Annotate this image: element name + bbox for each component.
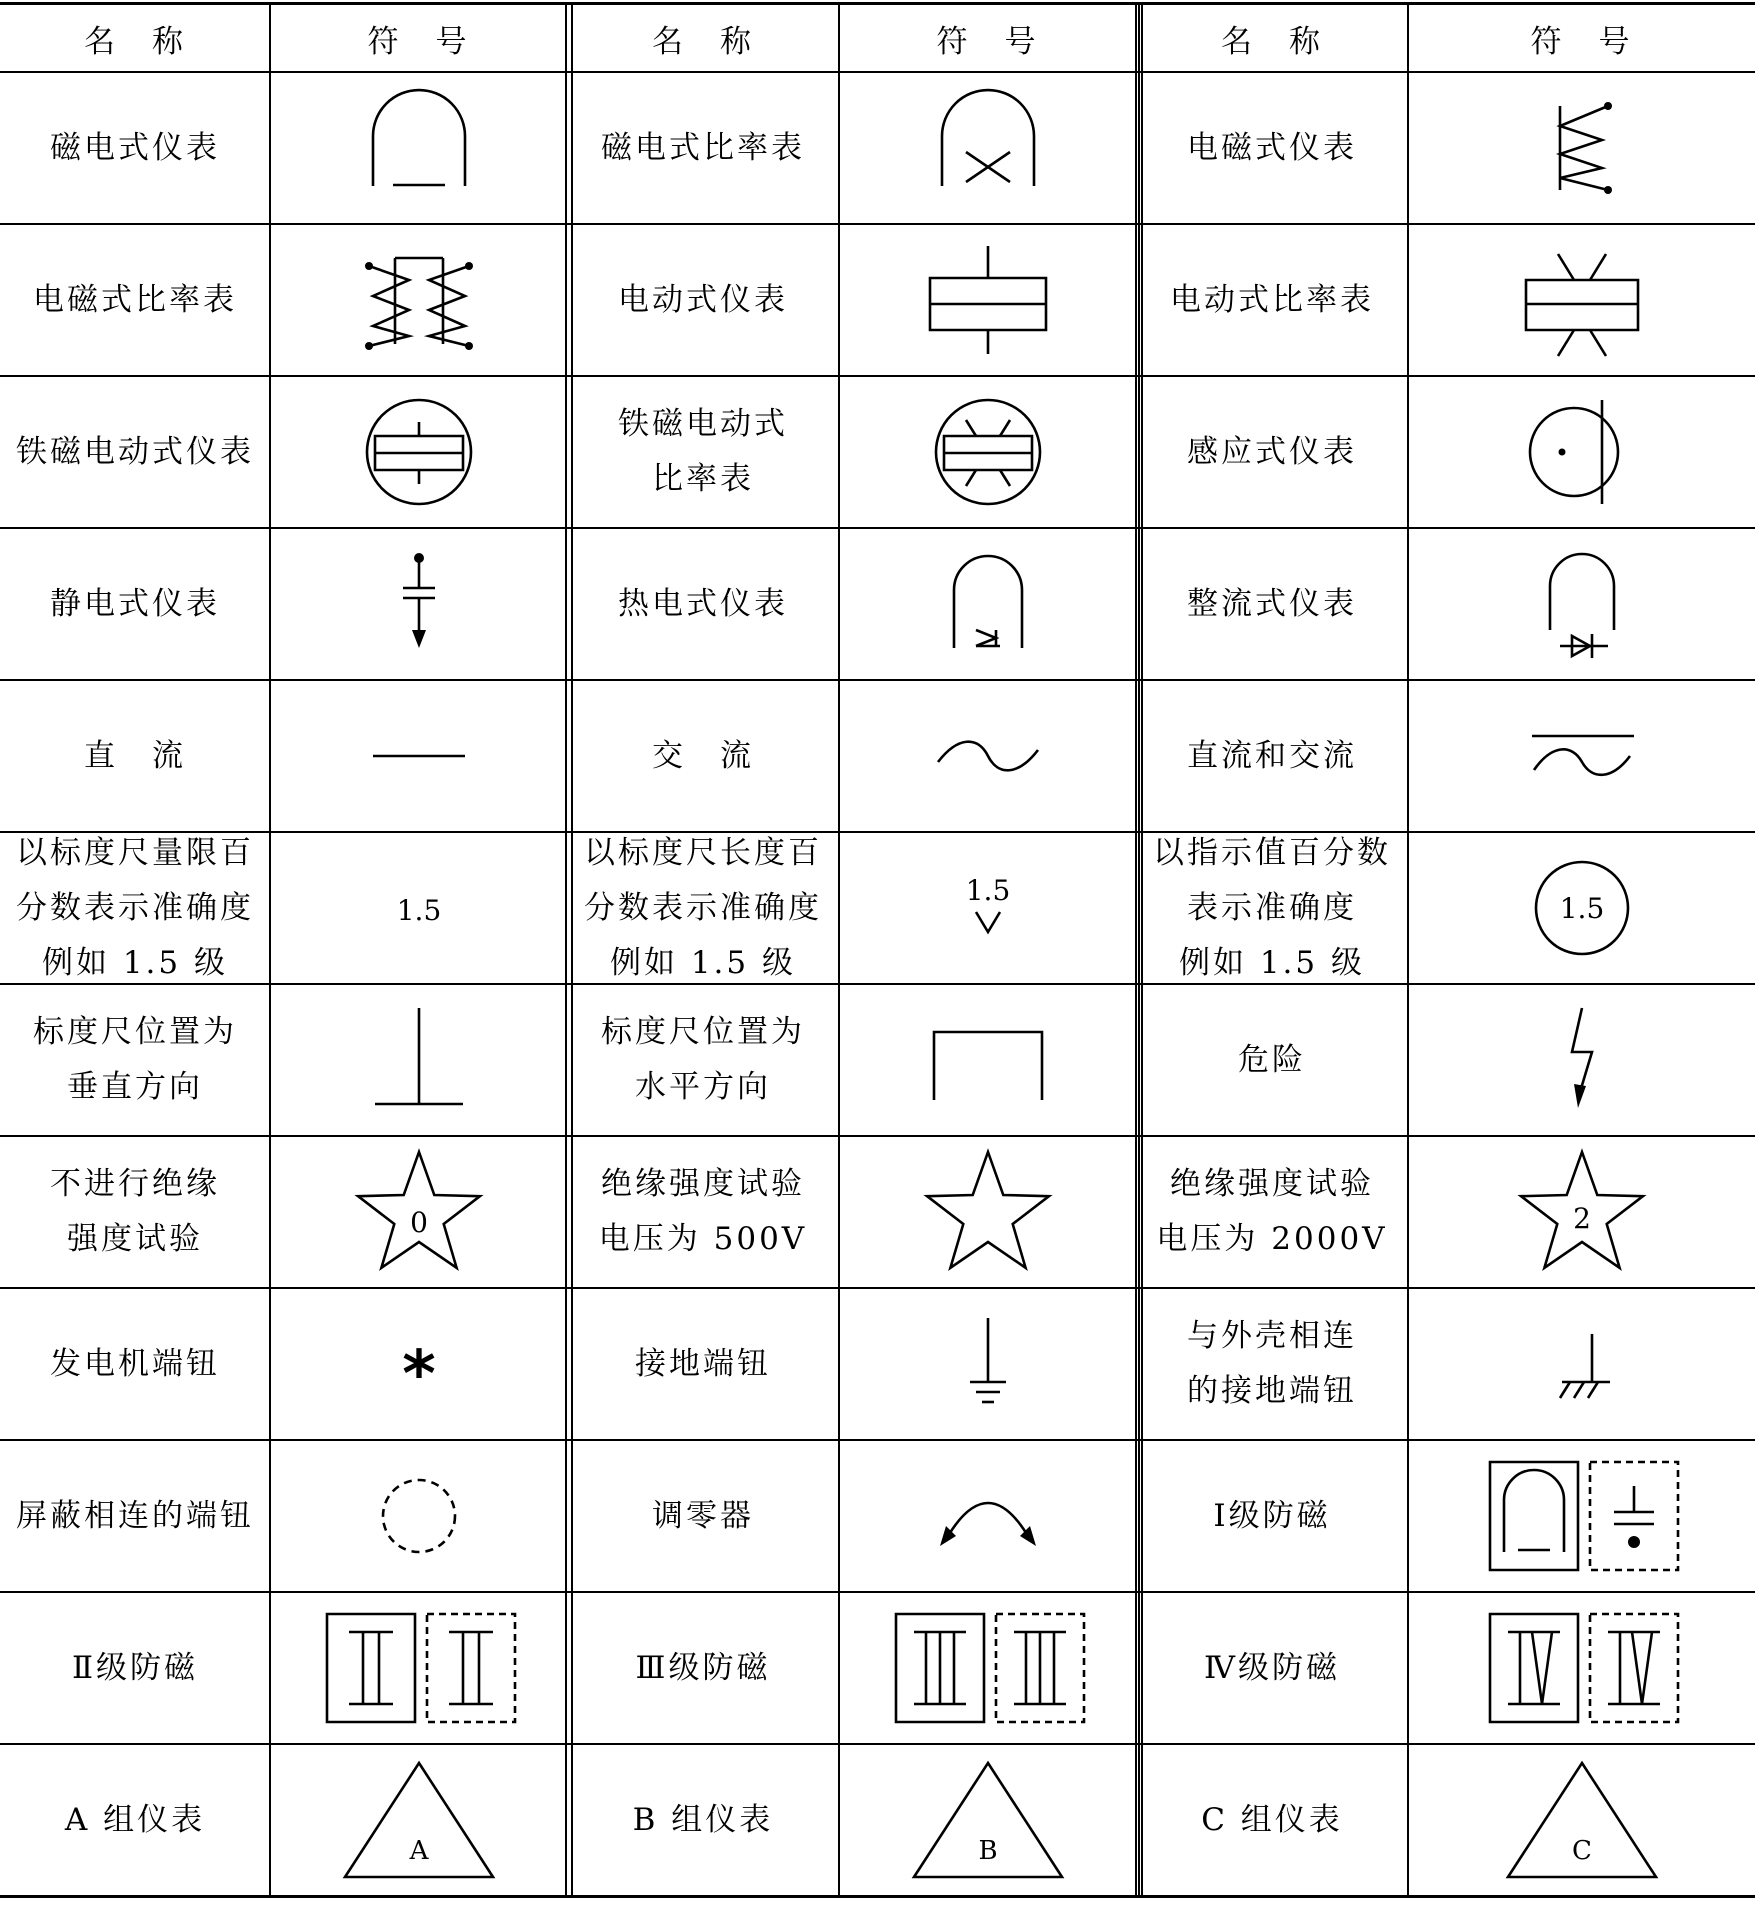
alternating-current-icon (842, 682, 1133, 830)
rectifier-meter-icon (1411, 530, 1752, 678)
symbol-name (3, 1290, 267, 1438)
header-name-2: 名 称 (652, 23, 754, 60)
symbol-name (570, 1594, 836, 1742)
symbol-name (1139, 682, 1405, 830)
shield-terminal-icon (273, 1442, 564, 1590)
symbol-name-text: 以标度尺量限百 分数表示准确度 例如 1.5 级 (16, 834, 254, 981)
class-one-magnetic-shield-icon (1411, 1442, 1752, 1590)
symbol-name (570, 834, 836, 982)
symbol-label: * (401, 1338, 436, 1412)
symbol-name (1139, 986, 1405, 1134)
symbol-name-text: 电动式比率表 (1170, 281, 1374, 318)
thermoelectric-meter-icon-drawing (928, 544, 1048, 664)
induction-meter-icon (1411, 378, 1752, 526)
star-two-icon (1411, 1138, 1752, 1286)
alternating-current-icon-drawing (928, 736, 1048, 776)
zero-adjuster-icon-drawing (918, 1456, 1058, 1576)
row-divider (0, 71, 1755, 73)
symbol-name-text: 绝缘强度试验 电压为 500V (598, 1166, 808, 1257)
symbol-name (3, 530, 267, 678)
electrostatic-meter-icon (273, 530, 564, 678)
dc-and-ac-icon (1411, 682, 1752, 830)
row-divider (0, 983, 1755, 985)
symbol-name (570, 1138, 836, 1286)
accuracy-indicated-value-icon-drawing (1522, 848, 1642, 968)
horizontal-scale-icon-drawing (918, 1000, 1058, 1120)
thermoelectric-meter-icon (842, 530, 1133, 678)
ferrodynamic-ratiometer-icon (842, 378, 1133, 526)
symbol-name-text: 调零器 (652, 1497, 754, 1534)
header-symbol-3: 符 号 (1530, 23, 1633, 60)
symbol-name-text: 热电式仪表 (618, 585, 788, 622)
symbol-name (3, 682, 267, 830)
row-divider (0, 1591, 1755, 1593)
column-divider (1407, 4, 1409, 1896)
ground-terminal-icon-drawing (928, 1304, 1048, 1424)
symbol-label: 0 (409, 1206, 428, 1239)
symbol-name-text: 电磁式比率表 (33, 281, 237, 318)
direct-current-icon-drawing (359, 736, 479, 776)
symbol-name-text: 直流和交流 (1187, 737, 1357, 774)
symbol-name (1139, 226, 1405, 374)
electrodynamic-meter-icon-drawing (918, 240, 1058, 360)
ferrodynamic-meter-icon (273, 378, 564, 526)
electrodynamic-ratiometer-icon (1411, 226, 1752, 374)
class-four-magnetic-shield-icon-drawing (1482, 1608, 1682, 1728)
symbol-name-text: 电动式仪表 (618, 281, 788, 318)
symbol-name (1139, 530, 1405, 678)
group-b-triangle-icon-drawing (908, 1755, 1068, 1885)
accuracy-range-percent-icon-drawing (359, 878, 479, 938)
star-two-icon-drawing (1512, 1142, 1652, 1282)
ferrodynamic-ratiometer-icon-drawing (928, 392, 1048, 512)
row-divider (0, 1439, 1755, 1441)
class-two-magnetic-shield-icon-drawing (319, 1608, 519, 1728)
row-divider (0, 679, 1755, 681)
symbol-name (570, 1442, 836, 1590)
moving-iron-meter-icon-drawing (1522, 88, 1642, 208)
symbol-name (3, 74, 267, 222)
symbol-name-text: 感应式仪表 (1187, 433, 1357, 470)
symbol-name (1139, 1594, 1405, 1742)
symbol-name (570, 986, 836, 1134)
column-divider (269, 4, 271, 1896)
symbol-name-text: 电磁式仪表 (1187, 129, 1357, 166)
symbol-label: A (409, 1836, 428, 1866)
group-b-triangle-icon (842, 1746, 1133, 1894)
symbol-name (570, 74, 836, 222)
vertical-scale-icon-drawing (359, 1000, 479, 1120)
induction-meter-icon-drawing (1522, 392, 1642, 512)
symbol-name-text: 标度尺位置为 水平方向 (601, 1014, 805, 1105)
symbol-name-text: 以指示值百分数 表示准确度 例如 1.5 级 (1153, 834, 1391, 981)
chassis-ground-icon (1411, 1290, 1752, 1438)
symbol-name (3, 226, 267, 374)
symbol-name (3, 986, 267, 1134)
symbol-name (3, 1442, 267, 1590)
symbol-name-text: 危险 (1238, 1041, 1306, 1078)
horizontal-scale-icon (842, 986, 1133, 1134)
column-divider (838, 4, 840, 1896)
symbol-name-text: 发电机端钮 (50, 1345, 220, 1382)
symbol-label: 1.5 (965, 874, 1010, 907)
row-divider (0, 1743, 1755, 1745)
symbol-name (1139, 1290, 1405, 1438)
shield-terminal-icon-drawing (359, 1456, 479, 1576)
symbol-label: C (1571, 1836, 1592, 1866)
group-a-triangle-icon-drawing (339, 1755, 499, 1885)
class-two-magnetic-shield-icon (273, 1594, 564, 1742)
symbol-name (3, 378, 267, 526)
symbol-name-text: 屏蔽相连的端钮 (16, 1497, 254, 1534)
ferrodynamic-meter-icon-drawing (359, 392, 479, 512)
group-c-triangle-icon (1411, 1746, 1752, 1894)
symbol-label: B (977, 1836, 998, 1866)
accuracy-scale-length-icon (842, 834, 1133, 982)
group-divider (1135, 4, 1137, 1896)
symbol-name-text: 磁电式比率表 (601, 129, 805, 166)
chassis-ground-icon-drawing (1522, 1304, 1642, 1424)
rectifier-meter-icon-drawing (1522, 544, 1642, 664)
symbol-name (570, 682, 836, 830)
electrodynamic-meter-icon (842, 226, 1133, 374)
symbol-label: 1.5 (1559, 892, 1604, 925)
moving-iron-ratiometer-icon (273, 226, 564, 374)
moving-coil-ratiometer-icon (842, 74, 1133, 222)
symbol-name-text: A 组仪表 (64, 1801, 206, 1838)
symbol-name-text: Ⅰ级防磁 (1213, 1497, 1331, 1534)
dc-and-ac-icon-drawing (1522, 726, 1642, 786)
symbol-name-text: Ⅲ级防磁 (635, 1649, 771, 1686)
electrostatic-meter-icon-drawing (359, 544, 479, 664)
table-bottom-rule (0, 1895, 1755, 1898)
symbol-name (3, 834, 267, 982)
symbol-name-text: B 组仪表 (632, 1801, 774, 1838)
symbol-name-text: 磁电式仪表 (50, 129, 220, 166)
symbol-name (1139, 1442, 1405, 1590)
star-empty-icon-drawing (918, 1142, 1058, 1282)
symbol-name-text: 与外壳相连 的接地端钮 (1187, 1318, 1357, 1409)
header-symbol-2: 符 号 (936, 23, 1039, 60)
accuracy-scale-length-icon-drawing (928, 868, 1048, 948)
symbol-label: 1.5 (396, 894, 441, 927)
class-four-magnetic-shield-icon (1411, 1594, 1752, 1742)
header-name-1: 名 称 (84, 23, 186, 60)
table-top-rule (0, 2, 1755, 5)
moving-coil-meter-icon-drawing (359, 88, 479, 208)
symbol-name (3, 1594, 267, 1742)
symbol-name-text: Ⅳ级防磁 (1204, 1649, 1340, 1686)
star-zero-icon (273, 1138, 564, 1286)
accuracy-indicated-value-icon (1411, 834, 1752, 982)
row-divider (0, 1135, 1755, 1137)
symbol-name (570, 1746, 836, 1894)
moving-coil-meter-icon (273, 74, 564, 222)
symbol-name-text: 静电式仪表 (50, 585, 220, 622)
danger-lightning-icon-drawing (1522, 1000, 1642, 1120)
symbol-name (1139, 1138, 1405, 1286)
moving-iron-meter-icon (1411, 74, 1752, 222)
header-name-3: 名 称 (1221, 23, 1323, 60)
symbol-name (570, 378, 836, 526)
row-divider (0, 223, 1755, 225)
star-empty-icon (842, 1138, 1133, 1286)
accuracy-range-percent-icon (273, 834, 564, 982)
symbol-name-text: 接地端钮 (635, 1345, 771, 1382)
row-divider (0, 831, 1755, 833)
symbol-name-text: 铁磁电动式 比率表 (618, 406, 788, 497)
header-symbol-1: 符 号 (367, 23, 470, 60)
asterisk-icon-drawing (359, 1324, 479, 1412)
symbol-name-text: 铁磁电动式仪表 (16, 433, 254, 470)
symbol-name (570, 226, 836, 374)
class-one-magnetic-shield-icon-drawing (1482, 1456, 1682, 1576)
danger-lightning-icon (1411, 986, 1752, 1134)
electrodynamic-ratiometer-icon-drawing (1512, 240, 1652, 360)
symbol-name (3, 1746, 267, 1894)
symbol-name-text: 不进行绝缘 强度试验 (50, 1166, 220, 1257)
symbol-name (1139, 74, 1405, 222)
symbol-name (570, 1290, 836, 1438)
vertical-scale-icon (273, 986, 564, 1134)
direct-current-icon (273, 682, 564, 830)
ground-terminal-icon (842, 1290, 1133, 1438)
class-three-magnetic-shield-icon-drawing (888, 1608, 1088, 1728)
group-divider (565, 4, 567, 1896)
symbol-name-text: Ⅱ级防磁 (71, 1649, 199, 1686)
moving-coil-ratiometer-icon-drawing (928, 88, 1048, 208)
symbol-name-text: 绝缘强度试验 电压为 2000V (1156, 1166, 1388, 1257)
row-divider (0, 375, 1755, 377)
symbol-name-text: C 组仪表 (1201, 1801, 1343, 1838)
class-three-magnetic-shield-icon (842, 1594, 1133, 1742)
symbol-name (3, 1138, 267, 1286)
symbol-name-text: 标度尺位置为 垂直方向 (33, 1014, 237, 1105)
symbol-name-text: 以标度尺长度百 分数表示准确度 例如 1.5 级 (584, 834, 822, 981)
row-divider (0, 1287, 1755, 1289)
star-zero-icon-drawing (349, 1142, 489, 1282)
moving-iron-ratiometer-icon-drawing (349, 240, 489, 360)
symbol-name (1139, 834, 1405, 982)
symbol-name-text: 交 流 (652, 737, 754, 774)
symbol-label: 2 (1572, 1202, 1591, 1235)
group-c-triangle-icon-drawing (1502, 1755, 1662, 1885)
zero-adjuster-icon (842, 1442, 1133, 1590)
symbol-name (570, 530, 836, 678)
symbol-name-text: 整流式仪表 (1187, 585, 1357, 622)
symbol-name (1139, 1746, 1405, 1894)
asterisk-icon (273, 1290, 564, 1438)
group-a-triangle-icon (273, 1746, 564, 1894)
symbol-name-text: 直 流 (84, 737, 186, 774)
row-divider (0, 527, 1755, 529)
symbol-name (1139, 378, 1405, 526)
